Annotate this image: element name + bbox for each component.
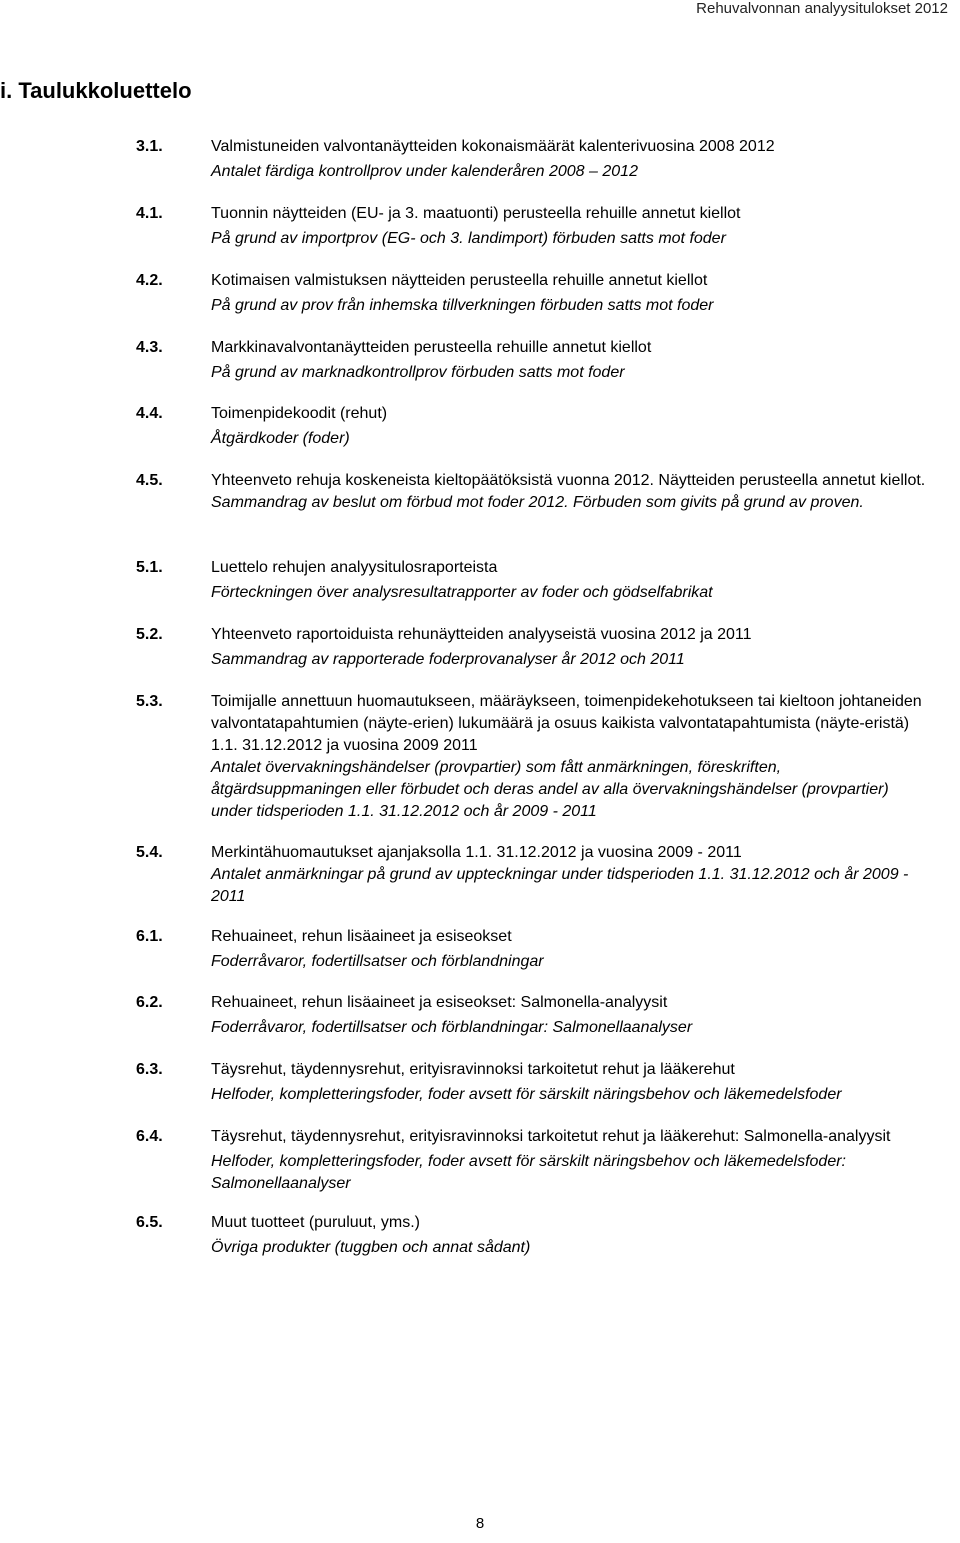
finnish-title: Merkintähuomautukset ajanjaksolla 1.1. 31.12.2012 ja vuosina 2009 - 2011 xyxy=(211,844,742,861)
swedish-title: På grund av marknadkontrollprov förbuden satts mot foder xyxy=(211,364,625,381)
swedish-title: Sammandrag av rapporterade foderprovanalyser år 2012 och 2011 xyxy=(211,651,685,668)
table-number: 4.1. xyxy=(136,205,163,222)
running-header: Rehuvalvonnan analyysitulokset 2012 xyxy=(696,0,948,17)
finnish-title: Toimenpidekoodit (rehut) xyxy=(211,405,388,422)
finnish-title: Rehuaineet, rehun lisäaineet ja esiseokset: Salmonella-analyysit xyxy=(211,994,668,1011)
swedish-title: Sammandrag av beslut om förbud mot foder 2012. Förbuden som givits på grund av proven. xyxy=(211,494,864,511)
table-number: 6.2. xyxy=(136,994,163,1011)
swedish-title: På grund av prov från inhemska tillverkningen förbuden satts mot foder xyxy=(211,297,714,314)
finnish-title: Tuonnin näytteiden (EU- ja 3. maatuonti) perusteella rehuille annetut kiellot xyxy=(211,205,741,222)
swedish-title: Antalet övervakningshändelser (provpartier) som fått anmärkningen, föreskriften, åtgärdsuppmaningen eller förbudet och deras andel av alla övervakningshändelser (provpartier) under tidsperioden 1.1. 31.12.2012 och år 2009 - 2011 xyxy=(211,759,889,820)
table-number: 4.2. xyxy=(136,272,163,289)
swedish-title: Förteckningen över analysresultatrapporter av foder och gödselfabrikat xyxy=(211,584,713,601)
table-number: 5.2. xyxy=(136,626,163,643)
swedish-title: Foderråvaror, fodertillsatser och förblandningar xyxy=(211,953,544,970)
table-number: 5.3. xyxy=(136,693,163,710)
table-number: 5.1. xyxy=(136,559,163,576)
finnish-title: Valmistuneiden valvontanäytteiden kokonaismäärät kalenterivuosina 2008 2012 xyxy=(211,138,775,155)
table-number: 4.5. xyxy=(136,472,163,489)
swedish-title: Helfoder, kompletteringsfoder, foder avsett för särskilt näringsbehov och läkemedelsfoder: Salmonellaanalyser xyxy=(211,1153,846,1192)
finnish-title: Kotimaisen valmistuksen näytteiden perusteella rehuille annetut kiellot xyxy=(211,272,708,289)
swedish-title: Helfoder, kompletteringsfoder, foder avsett för särskilt näringsbehov och läkemedelsfoder xyxy=(211,1086,842,1103)
table-number: 6.5. xyxy=(136,1214,163,1231)
table-number: 3.1. xyxy=(136,138,163,155)
finnish-title: Rehuaineet, rehun lisäaineet ja esiseokset xyxy=(211,928,512,945)
finnish-title: Markkinavalvontanäytteiden perusteella rehuille annetut kiellot xyxy=(211,339,652,356)
swedish-title: Foderråvaror, fodertillsatser och förblandningar: Salmonellaanalyser xyxy=(211,1019,693,1036)
finnish-title: Yhteenveto raportoiduista rehunäytteiden analyyseistä vuosina 2012 ja 2011 xyxy=(211,626,752,643)
finnish-title: Täysrehut, täydennysrehut, erityisravinnoksi tarkoitetut rehut ja lääkerehut: Salmonella-analyysit xyxy=(211,1128,891,1145)
finnish-title: Luettelo rehujen analyysitulosraporteista xyxy=(211,559,498,576)
table-number: 4.3. xyxy=(136,339,163,356)
finnish-title: Toimijalle annettuun huomautukseen, määräykseen, toimenpidekehotukseen tai kieltoon johtaneiden valvontatapahtumien (näyte-erien) lukumäärä ja osuus kaikista valvontatapahtumista (näyte-eristä) 1.1. 31.12.2012 ja vuosina 2009 2011 xyxy=(211,693,922,754)
page-number: 8 xyxy=(475,1515,485,1532)
table-number: 6.4. xyxy=(136,1128,163,1145)
swedish-title: Åtgärdkoder (foder) xyxy=(211,430,350,447)
swedish-title: Antalet anmärkningar på grund av uppteckningar under tidsperioden 1.1. 31.12.2012 och år 2009 - 2011 xyxy=(211,866,909,905)
finnish-title: Yhteenveto rehuja koskeneista kieltopäätöksistä vuonna 2012. Näytteiden perusteella annetut kiellot. xyxy=(211,472,926,489)
table-number: 6.3. xyxy=(136,1061,163,1078)
finnish-title: Muut tuotteet (puruluut, yms.) xyxy=(211,1214,420,1231)
table-number: 5.4. xyxy=(136,844,163,861)
finnish-title: Täysrehut, täydennysrehut, erityisravinnoksi tarkoitetut rehut ja lääkerehut xyxy=(211,1061,735,1078)
page-title: i. Taulukkoluettelo xyxy=(0,78,192,103)
table-number: 6.1. xyxy=(136,928,163,945)
table-number: 4.4. xyxy=(136,405,163,422)
swedish-title: Antalet färdiga kontrollprov under kalenderåren 2008 – 2012 xyxy=(211,163,638,180)
swedish-title: På grund av importprov (EG- och 3. landimport) förbuden satts mot foder xyxy=(211,230,726,247)
swedish-title: Övriga produkter (tuggben och annat sådant) xyxy=(211,1239,531,1256)
